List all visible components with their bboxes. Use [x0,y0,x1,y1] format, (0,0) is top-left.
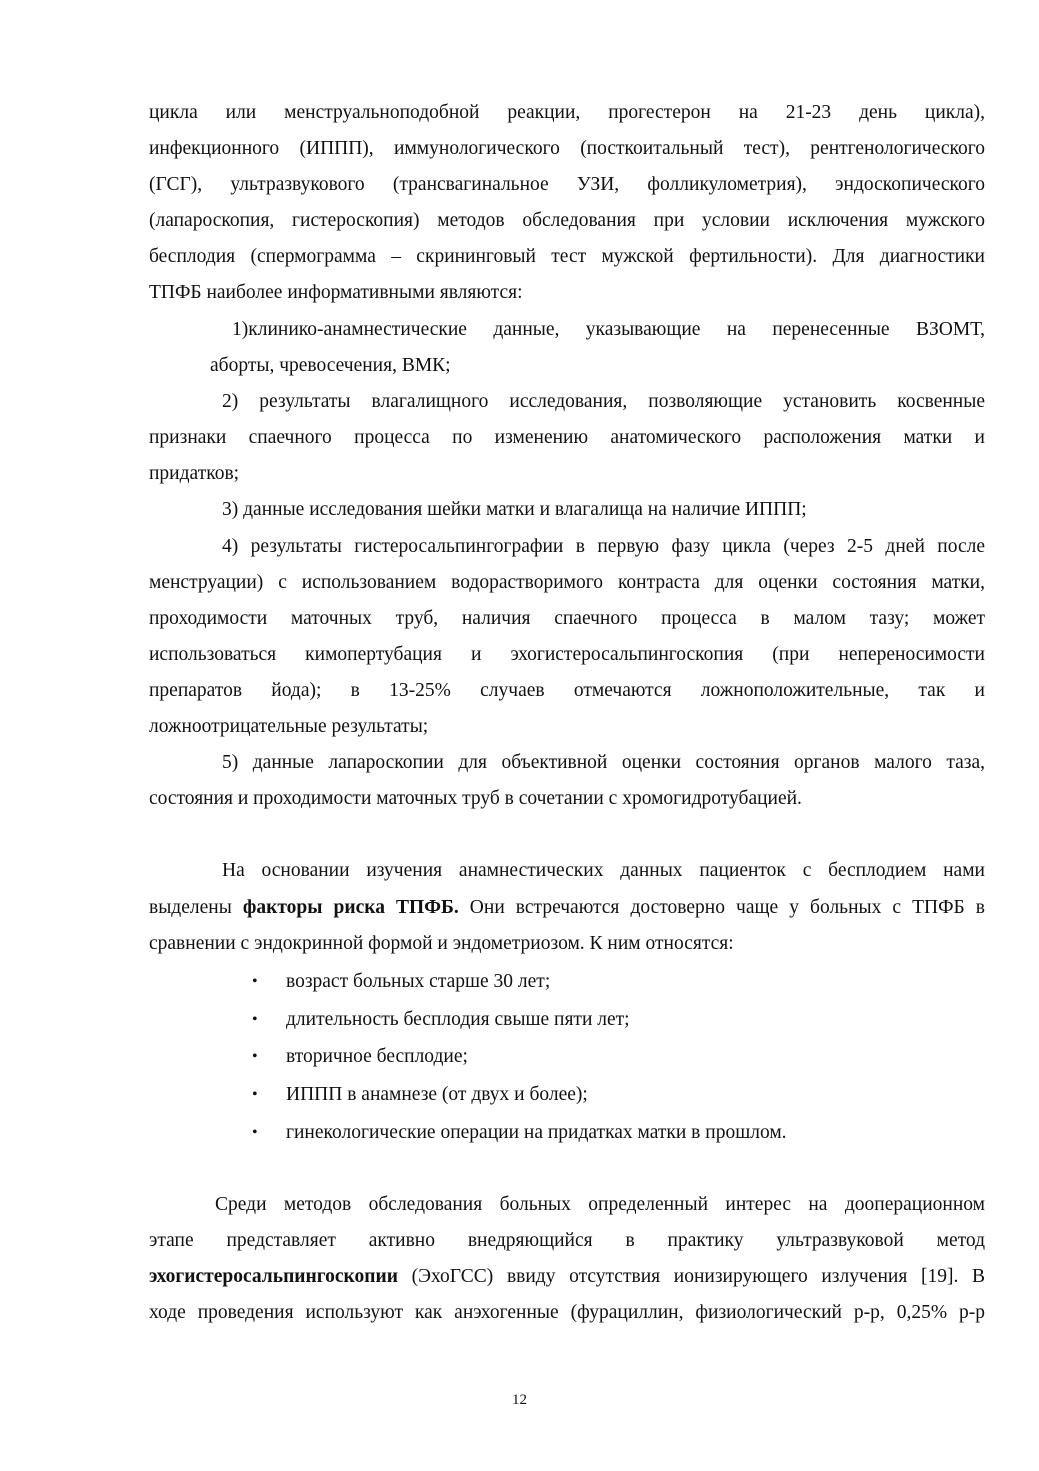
paragraph-3-line-3-suffix: (ЭхоГСС) ввиду отсутствия ионизирующего излучения [19]. В [397,1266,985,1287]
bullet-item-1: возраст больных старше 30 лет; [286,971,551,992]
paragraph-2-suffix: Они встречаются достоверно чаще у больных с ТПФБ в [458,897,985,918]
page-number: 12 [512,1392,527,1408]
bullet-icon: • [252,1124,258,1141]
paragraph-3-line-2: этапе представляет активно внедряющийся в практику ультразвуковой метод [149,1230,985,1251]
item-2-line-1: 2) результаты влагалищного исследования, позволяющие установить косвенные [222,391,985,412]
bullet-item-3: вторичное бесплодие; [286,1046,468,1067]
bullet-item-5: гинекологические операции на придатках матки в прошлом. [286,1122,787,1143]
bullet-item-4: ИППП в анамнезе (от двух и более); [286,1084,588,1105]
item-4-line-1: 4) результаты гистеросальпингографии в первую фазу цикла (через 2-5 дней после [222,536,985,557]
item-4-line-2: менструации) с использованием водорастворимого контраста для оценки состояния матки, [149,572,985,593]
method-name-bold: эхогистеросальпингоскопии [149,1266,398,1287]
paragraph-1-line-3: (ГСГ), ультразвукового (трансвагинальное УЗИ, фолликулометрия), эндоскопического [149,174,985,195]
item-4-line-3: проходимости маточных труб, наличия спаечного процесса в малом тазу; может [149,608,985,629]
paragraph-3-line-3 [149,1265,985,1289]
paragraph-3-line-1: Среди методов обследования больных определенный интерес на дооперационном [215,1194,985,1215]
item-1-line-1: 1)клинико-анамнестические данные, указывающие на перенесенные ВЗОМТ, [232,319,985,340]
paragraph-2-prefix: выделены [149,897,243,918]
item-2-line-3: придатков; [149,463,240,484]
item-4-line-5: препаратов йода); в 13-25% случаев отмечаются ложноположительные, так и [149,680,985,701]
paragraph-1-line-6: ТПФБ наиболее информативными являются: [149,282,523,303]
item-4-line-6: ложноотрицательные результаты; [149,716,429,737]
item-2-line-2: признаки спаечного процесса по изменению анатомического расположения матки и [149,427,985,448]
paragraph-1-line-5: бесплодия (спермограмма – скрининговый тест мужской фертильности). Для диагностики [149,246,985,267]
bullet-icon: • [252,973,258,990]
item-5-line-2: состояния и проходимости маточных труб в сочетании с хромогидротубацией. [149,788,802,809]
paragraph-2-line-3: сравнении с эндокринной формой и эндометриозом. К ним относятся: [149,933,734,954]
paragraph-1-line-1: цикла или менструальноподобной реакции, прогестерон на 21-23 день цикла), [149,102,985,123]
item-4-line-4: использоваться кимопертубация и эхогистеросальпингоскопия (при непереносимости [149,644,985,665]
item-3-line-1: 3) данные исследования шейки матки и влагалища на наличие ИППП; [222,499,807,520]
risk-factors-heading: факторы риска ТПФБ. [242,897,459,918]
bullet-item-2: длительность бесплодия свыше пяти лет; [286,1009,630,1030]
paragraph-2-line-2 [149,896,985,920]
item-5-line-1: 5) данные лапароскопии для объективной оценки состояния органов малого таза, [222,752,985,773]
bullet-icon: • [252,1086,258,1103]
bullet-icon: • [252,1048,258,1065]
bullet-icon: • [252,1011,258,1028]
paragraph-3-line-4: ходе проведения используют как анэхогенные (фурациллин, физиологический р-р, 0,25% р-р [149,1302,985,1323]
paragraph-2-line-1: На основании изучения анамнестических данных пациенток с бесплодием нами [222,860,985,881]
paragraph-1-line-4: (лапароскопия, гистероскопия) методов обследования при условии исключения мужского [149,210,985,231]
item-1-line-2: аборты, чревосечения, ВМК; [210,355,451,376]
paragraph-1-line-2: инфекционного (ИППП), иммунологического (посткоитальный тест), рентгенологического [149,138,985,159]
